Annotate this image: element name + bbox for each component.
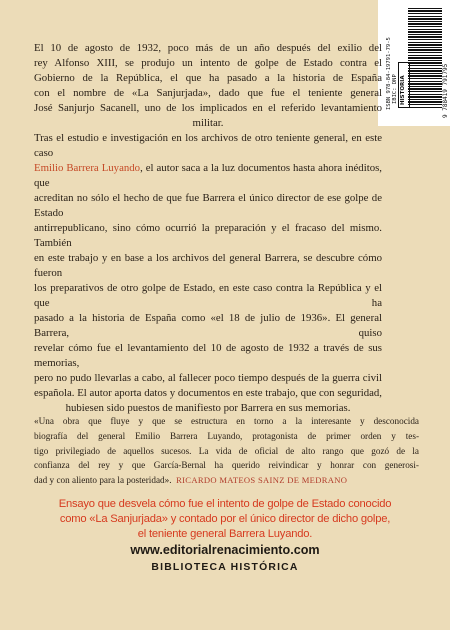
synopsis-line: en este trabajo y en base a los archivos del general Barrera, se descubre cómo fueron	[34, 252, 382, 279]
quote-line: tigo privilegiado de aquellos sucesos. La vida de oficial de alto rango que gozó de la	[34, 445, 419, 456]
tagline	[0, 497, 450, 541]
synopsis-line: revelar cómo fue el levantamiento del 10 de agosto de 1932 a través de sus memorias,	[34, 342, 382, 369]
author-name: Emilio Barrera Luyando	[34, 162, 141, 174]
review-quote	[34, 414, 419, 488]
collection-name: BIBLIOTECA HISTÓRICA	[151, 562, 299, 573]
tagline-line: como «La Sanjurjada» y contado por el único director de dicho golpe,	[59, 512, 391, 525]
quote-line-final	[34, 473, 419, 488]
synopsis-text	[34, 41, 382, 416]
synopsis-line: antirrepublicano, sino cómo ocurrió la preparación y el fracaso del mismo. También	[34, 222, 382, 249]
synopsis-line-rest: , el autor saca a la luz documentos hasta ahora inéditos, que	[34, 162, 382, 189]
synopsis-line-author	[34, 161, 382, 191]
synopsis-line: acreditan no sólo el hecho de que fue Barrera el único director de ese golpe de Estado	[34, 192, 382, 219]
synopsis-line: José Sanjurjo Sacanell, uno de los implicados en el referido levantamiento militar.	[34, 102, 382, 129]
quote-line: dad y con aliento para la posteridad».	[34, 475, 172, 486]
synopsis-line: con el nombre de «La Sanjurjada», dado que fue el teniente general	[34, 87, 382, 99]
quote-line: biografía del general Emilio Barrera Luyando, protagonista de primer orden y tes-	[34, 430, 419, 441]
tagline-line: Ensayo que desvela cómo fue el intento de golpe de Estado conocido	[58, 498, 392, 510]
category-label-box	[398, 62, 410, 108]
tagline-line: el teniente general Barrera Luyando.	[137, 527, 313, 540]
ibic-code: IBIC: DNP	[392, 74, 398, 104]
publisher-url: www.editorialrenacimiento.com	[130, 543, 320, 557]
synopsis-line: pero no pudo llevarlas a cabo, al fallecer poco tiempo después de la guerra civil	[34, 372, 382, 384]
synopsis-line: rey Alfonso XIII, se produjo un intento de golpe de Estado contra el	[34, 57, 382, 69]
barcode	[408, 8, 442, 108]
synopsis-line: pasado a la historia de España como «el 18 de julio de 1936». El general Barrera, quiso	[34, 312, 382, 339]
quote-attribution: RICARDO MATEOS SAINZ DE MEDRANO	[176, 475, 348, 486]
synopsis-line: española. El autor aporta datos y documentos en este trabajo, que con seguridad,	[34, 387, 382, 399]
quote-line: «Una obra que fluye y que se estructura en torno a la interesante y desconocida	[34, 416, 419, 426]
synopsis-line: El 10 de agosto de 1932, poco más de un año después del exilio del	[34, 42, 382, 54]
quote-line: confianza del rey y que García-Bernal ha querido reivindicar y honrar con generosi-	[34, 460, 419, 471]
synopsis-line: hubiesen sido puestos de manifiesto por Barrera en sus memorias.	[65, 402, 351, 414]
isbn-text: ISBN 978-84-19791-79-5	[386, 37, 392, 110]
category-label: HISTORIA	[400, 75, 406, 105]
synopsis-line: los preparativos de otro golpe de Estado, en este caso contra la República y el que ha	[34, 282, 382, 309]
barcode-digits: 9 788419 791795	[442, 63, 449, 118]
synopsis-line: Gobierno de la República, el que ha pasado a la historia de España	[34, 72, 382, 84]
synopsis-line: Tras el estudio e investigación en los archivos de otro teniente general, en este caso	[34, 132, 382, 159]
